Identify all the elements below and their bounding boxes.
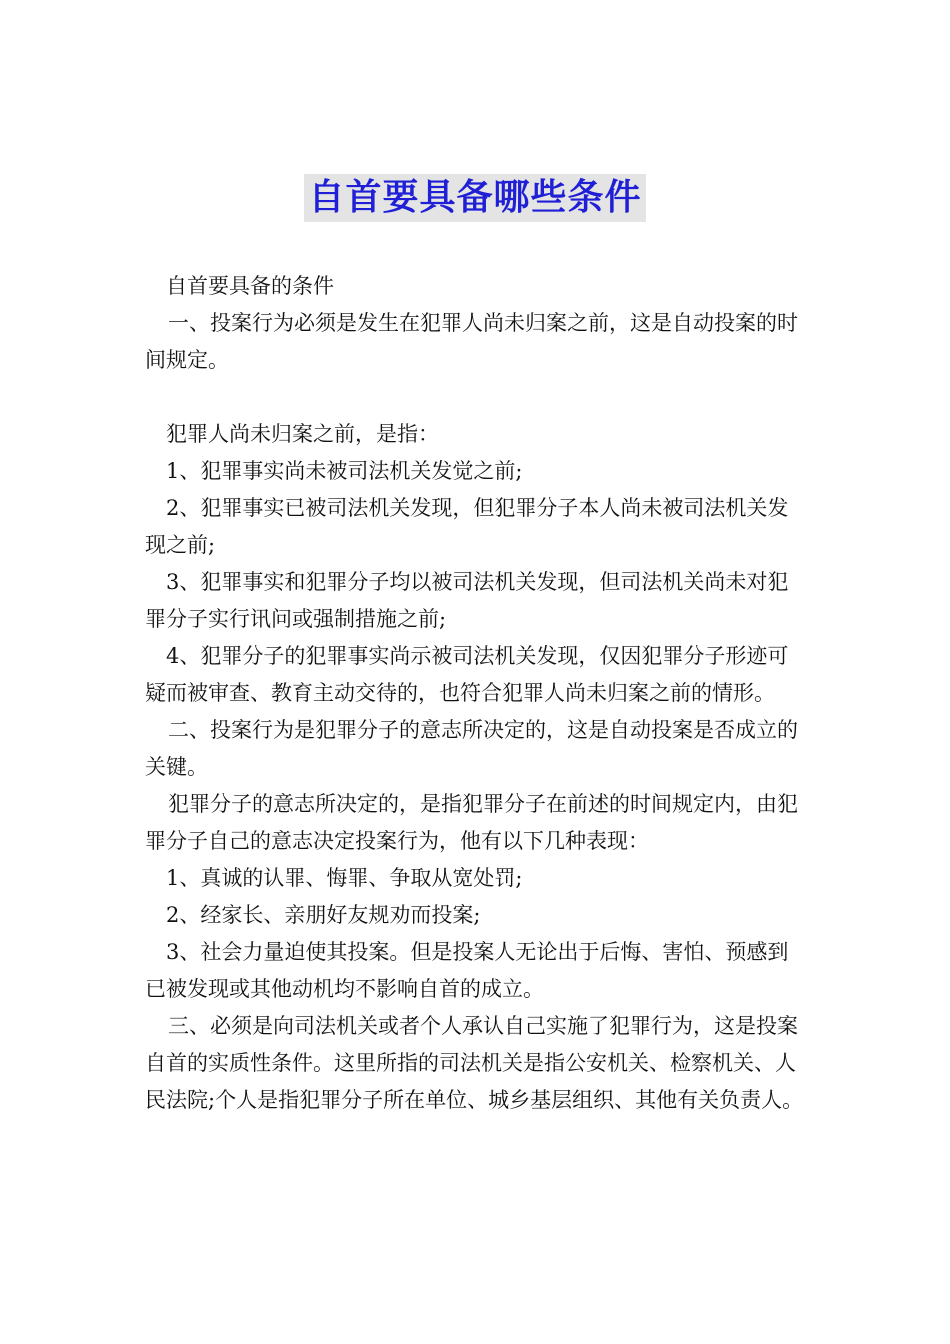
paragraph-condition-2: 二、投案行为是犯罪分子的意志所决定的，这是自动投案是否成立的关键。 <box>145 718 798 779</box>
document-title: 自首要具备哪些条件 <box>304 174 645 222</box>
blank-line <box>145 379 807 416</box>
list-item-2: 2、犯罪事实已被司法机关发现，但犯罪分子本人尚未被司法机关发现之前; <box>145 496 789 557</box>
paragraph-condition-1: 一、投案行为必须是发生在犯罪人尚未归案之前，这是自动投案的时间规定。 <box>145 311 798 372</box>
title-container <box>0 174 950 222</box>
list-item-6: 2、经家长、亲朋好友规劝而投案; <box>166 903 481 927</box>
list-item-4: 4、犯罪分子的犯罪事实尚示被司法机关发现，仅因犯罪分子形迹可疑而被审查、教育主动交待的，也符合犯罪人尚未归案之前的情形。 <box>145 644 789 705</box>
list-item-7: 3、社会力量迫使其投案。但是投案人无论出于后悔、害怕、预感到已被发现或其他动机均不影响自首的成立。 <box>145 940 789 1001</box>
paragraph-definition: 犯罪人尚未归案之前，是指： <box>166 422 439 446</box>
list-item-1: 1、犯罪事实尚未被司法机关发觉之前; <box>166 459 523 483</box>
list-item-5: 1、真诚的认罪、悔罪、争取从宽处罚; <box>166 866 523 890</box>
section-heading: 自首要具备的条件 <box>166 274 334 298</box>
paragraph-will: 犯罪分子的意志所决定的，是指犯罪分子在前述的时间规定内，由犯罪分子自己的意志决定投案行为，他有以下几种表现： <box>145 792 798 853</box>
paragraph-condition-3: 三、必须是向司法机关或者个人承认自己实施了犯罪行为，这是投案自首的实质性条件。这里所指的司法机关是指公安机关、检察机关、人民法院;个人是指犯罪分子所在单位、城乡基层组织、其他有关负责人。 <box>145 1014 804 1112</box>
document-body <box>145 268 807 1119</box>
list-item-3: 3、犯罪事实和犯罪分子均以被司法机关发现，但司法机关尚未对犯罪分子实行讯问或强制措施之前; <box>145 570 789 631</box>
